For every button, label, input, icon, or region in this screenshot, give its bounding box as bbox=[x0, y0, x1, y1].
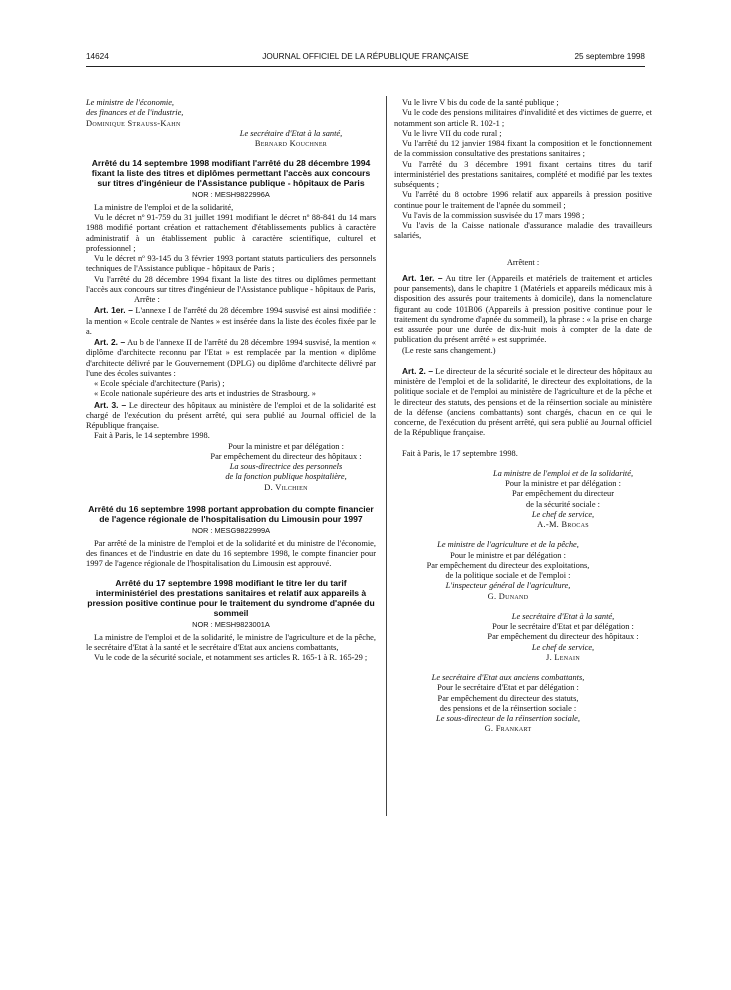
signer-name: G. Dunand bbox=[487, 591, 529, 601]
signature-block-anciens-combattants bbox=[394, 673, 652, 735]
signer-role: Le secrétaire d'Etat à la santé, bbox=[239, 128, 343, 138]
decree-title: Arrêté du 14 septembre 1998 modifiant l'arrêté du 28 décembre 1994 fixant la liste des titres et diplômes permettant l'accès aux concours sur titres d'ingénieur de l'Assistance publique - hôpitaux de Paris bbox=[91, 158, 371, 188]
article-2 bbox=[86, 337, 376, 379]
left-column bbox=[86, 98, 376, 664]
paragraph: La ministre de l'emploi et de la solidarité, bbox=[94, 202, 234, 212]
article-note: (Le reste sans changement.) bbox=[402, 345, 496, 355]
signature-line: Par empêchement du directeur des exploitations, bbox=[426, 560, 590, 570]
visa: Vu le livre VII du code rural ; bbox=[402, 128, 502, 138]
visa: Vu l'arrêté du 3 décembre 1991 fixant certains titres du tarif interministériel des prestations sanitaires, complété et modifié par les textes subséquents ; bbox=[394, 159, 652, 189]
signature-line: de la fonction publique hospitalière, bbox=[225, 472, 347, 482]
decree-3 bbox=[86, 579, 376, 663]
paragraph: Vu l'arrêté du 28 décembre 1994 fixant la liste des titres ou diplômes permettant l'accès aux concours sur titres d'ingénieur de l'Assistance publique - hôpitaux de Paris, bbox=[86, 274, 376, 294]
nor-reference: NOR : MESH9822996A bbox=[192, 189, 270, 199]
signature-line: Par empêchement du directeur des statuts, bbox=[437, 693, 579, 703]
article-text: Au b de l'annexe II de l'arrêté du 28 décembre 1994 susvisé, la mention « diplôme d'architecte reconnu par l'Etat » est remplacée par la mention « diplôme d'architecte délivré par le Gouvernement (DPLG) ou diplôme d'architecte délivré par l'une des écoles suivantes : bbox=[86, 338, 376, 378]
signature-line: Par empêchement du directeur des hôpitaux : bbox=[210, 451, 362, 461]
page-header bbox=[86, 52, 645, 66]
signer-name: Bernard Kouchner bbox=[254, 139, 328, 148]
article-1 bbox=[86, 305, 376, 337]
quoted-item: « Ecole spéciale d'architecture (Paris) ; bbox=[94, 379, 225, 389]
signature-line: Le sous-directeur de la réinsertion sociale, bbox=[436, 714, 580, 723]
header-rule bbox=[86, 66, 645, 67]
issue-date: 25 septembre 1998 bbox=[574, 52, 645, 61]
decree-title: Arrêté du 16 septembre 1998 portant approbation du compte financier de l'agence régionale de l'hospitalisation du Limousin pour 1997 bbox=[88, 503, 374, 524]
nor-reference: NOR : MESG9822999A bbox=[191, 525, 271, 535]
signature-line: Le chef de service, bbox=[531, 642, 595, 652]
signature-block bbox=[86, 442, 376, 493]
article-1 bbox=[394, 273, 652, 346]
signature-line: Pour la ministre et par délégation : bbox=[505, 479, 621, 488]
visa: Vu l'arrêté du 12 janvier 1984 fixant la composition et le fonctionnement de la commission consultative des prestations sanitaires ; bbox=[394, 139, 652, 159]
visa: Vu l'avis de la Caisse nationale d'assurance maladie des travailleurs salariés, bbox=[394, 221, 652, 241]
paragraph: Vu le décret nº 93-145 du 3 février 1993 portant statuts particuliers des personnels techniques de l'Assistance publique - hôpitaux de Paris ; bbox=[86, 254, 376, 274]
article-label: Art. 1er. – bbox=[402, 272, 443, 283]
article-3 bbox=[86, 400, 376, 432]
signer-name: A.-M. Brocas bbox=[537, 520, 589, 529]
signer-role: Le ministre de l'agriculture et de la pêche, bbox=[437, 540, 579, 550]
arretent-heading: Arrêtent : bbox=[506, 257, 540, 267]
journal-title: JOURNAL OFFICIEL DE LA RÉPUBLIQUE FRANÇAISE bbox=[262, 52, 469, 61]
article-text: Le directeur des hôpitaux au ministère de l'emploi et de la solidarité est chargé de l'exécution du présent arrêté, qui sera publié au Journal officiel de la République française. bbox=[86, 400, 376, 431]
signature-line: Par empêchement du directeur bbox=[511, 489, 615, 499]
signature-line: des pensions et de la réinsertion sociale : bbox=[439, 703, 577, 713]
paragraph: Par arrêté de la ministre de l'emploi et de la solidarité et du ministre de l'économie, des finances et de l'industrie en date du 16 septembre 1998, le compte financier pour 1997 de l'agence régionale de l'hospitalisation du Limousin est approuvé. bbox=[86, 538, 376, 569]
signer-role: des finances et de l'industrie, bbox=[86, 108, 184, 118]
signer-role: La ministre de l'emploi et de la solidarité, bbox=[492, 468, 634, 478]
page-number: 14624 bbox=[86, 52, 109, 61]
visa: Vu l'arrêté du 8 octobre 1996 relatif aux appareils à pression positive continue pour le traitement de l'apnée du sommeil ; bbox=[394, 190, 652, 210]
article-text: Le directeur de la sécurité sociale et le directeur des hôpitaux au ministère de l'emploi et de la solidarité, le directeur des exploitations, de la politique sociale et de l'emploi au ministère de l'agriculture et de la pêche et le directeur des statuts, des pensions et de la réinsertion sociale au ministère de la défense (anciens combattants) sont chargés, chacun en ce qui le concerne, de l'exécution du présent arrêté, qui sera publié au Journal officiel de la République française. bbox=[394, 366, 653, 438]
signature-line: L'inspecteur général de l'agriculture, bbox=[445, 581, 571, 591]
signature-line: Par empêchement du directeur des hôpitaux : bbox=[487, 632, 639, 642]
column-divider bbox=[386, 96, 387, 816]
paragraph: Vu le code de la sécurité sociale, et notamment ses articles R. 165-1 à R. 165-29 ; bbox=[94, 653, 368, 663]
signer-name: Dominique Strauss-Kahn bbox=[86, 118, 181, 128]
signature-line: La sous-directrice des personnels bbox=[229, 462, 343, 472]
nor-reference: NOR : MESH9823001A bbox=[192, 619, 270, 629]
visa: Vu l'avis de la commission susvisée du 17 mars 1998 ; bbox=[402, 210, 585, 220]
fait-line: Fait à Paris, le 17 septembre 1998. bbox=[402, 448, 518, 458]
article-2 bbox=[394, 366, 652, 439]
decree-1 bbox=[86, 159, 376, 493]
quoted-item: « Ecole nationale supérieure des arts et industries de Strasbourg. » bbox=[94, 389, 316, 399]
signature-line: Pour la ministre et par délégation : bbox=[228, 441, 344, 451]
arrete-heading: Arrête : bbox=[134, 295, 160, 305]
signature-block-sante bbox=[394, 612, 652, 663]
paragraph: La ministre de l'emploi et de la solidarité, le ministre de l'agriculture et de la pêche, le secrétaire d'Etat à la santé et le secrétaire d'Etat aux anciens combattants, bbox=[86, 632, 376, 653]
article-label: Art. 2. – bbox=[94, 337, 126, 348]
signature-line: Pour le secrétaire d'Etat et par délégation : bbox=[437, 683, 579, 693]
right-column bbox=[394, 98, 652, 735]
signature-line: Le chef de service, bbox=[531, 509, 595, 519]
article-text: Au titre Ier (Appareils et matériels de traitement et articles pour pansements), dans le chapitre 1 (Matériels et appareils médicaux mis à disposition des assurés pour traitements à domicile), dans la nomenclature figurant au code 101B06 (Appareils à pression positive continue pour le traitement du syndrome d'apnée du sommeil), la phrase : « la prise en charge est assurée pour une durée de dix-huit mois à compter de la date de publication du présent arrêté » est supprimée. bbox=[394, 273, 652, 345]
article-label: Art. 3. – bbox=[94, 399, 127, 410]
decree-title: Arrêté du 17 septembre 1998 modifiant le titre Ier du tarif interministériel des prestations sanitaires et relatif aux appareils à pression positive continue pour le traitement du syndrome d'apnée du sommeil bbox=[87, 578, 375, 619]
signer-name: G. Frankart bbox=[484, 724, 532, 734]
signature-line: de la sécurité sociale : bbox=[526, 499, 600, 509]
signer-role: Le secrétaire d'Etat aux anciens combattants, bbox=[431, 673, 585, 682]
signer-name: J. Lenain bbox=[546, 652, 580, 662]
visa: Vu le code des pensions militaires d'invalidité et des victimes de guerre, et notamment son article R. 102-1 ; bbox=[394, 108, 652, 128]
visa: Vu le livre V bis du code de la santé publique ; bbox=[402, 98, 559, 107]
signer-name: D. Vilchien bbox=[264, 482, 308, 492]
signature-line: Pour le ministre et par délégation : bbox=[450, 550, 566, 560]
signature-line: de la politique sociale et de l'emploi : bbox=[445, 571, 571, 580]
decree-2 bbox=[86, 505, 376, 570]
signature-block-agriculture bbox=[394, 540, 652, 602]
signer-role: Le ministre de l'économie, bbox=[86, 98, 175, 107]
signature-block-emploi bbox=[394, 469, 652, 531]
paragraph: Vu le décret nº 91-759 du 31 juillet 1991 modifiant le décret nº 88-841 du 14 mars 1988 modifié portant création et rattachement d'établissements publics à caractère administratif à un établissement public à caractère scientifique, culturel et professionnel ; bbox=[86, 213, 376, 253]
article-label: Art. 1er. – bbox=[94, 305, 133, 316]
fait-line: Fait à Paris, le 14 septembre 1998. bbox=[94, 431, 210, 441]
signature-block-top bbox=[86, 98, 376, 149]
signer-role: Le secrétaire d'Etat à la santé, bbox=[511, 611, 615, 621]
signature-line: Pour le secrétaire d'Etat et par délégation : bbox=[492, 622, 634, 631]
article-label: Art. 2. – bbox=[402, 365, 434, 376]
article-text: L'annexe I de l'arrêté du 28 décembre 1994 susvisé est ainsi modifiée : la mention « Ecole centrale de Nantes » est insérée dans la liste des écoles fixée par le a. bbox=[86, 306, 376, 336]
